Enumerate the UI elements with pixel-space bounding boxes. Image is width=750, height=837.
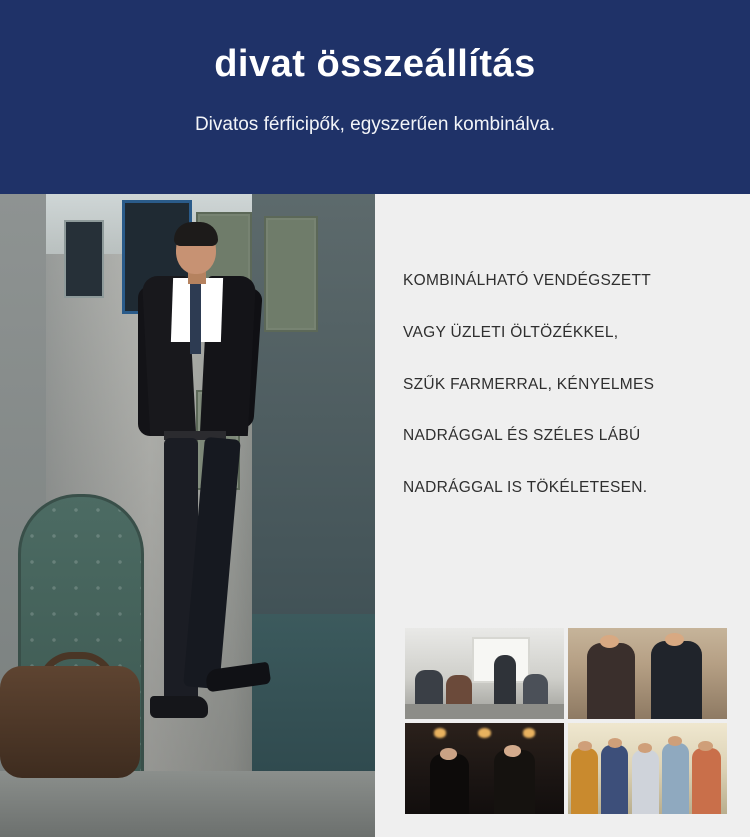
lamp-shape xyxy=(523,728,536,737)
duffel-bag xyxy=(0,666,140,778)
colorful-suits-group-thumbnail xyxy=(568,723,727,814)
man-shape xyxy=(571,748,598,814)
hero-image xyxy=(0,194,375,837)
man-shape xyxy=(430,754,468,814)
head-shape xyxy=(578,741,592,751)
two-men-in-suits-street-thumbnail xyxy=(568,628,727,719)
copy-line: NADRÁGGAL IS TÖKÉLETESEN. xyxy=(403,479,648,497)
man-shape xyxy=(587,643,635,719)
head-shape xyxy=(608,738,622,748)
model-tie xyxy=(190,284,201,354)
man-shape xyxy=(692,748,721,814)
copy-line: NADRÁGGAL ÉS SZÉLES LÁBÚ xyxy=(403,427,641,445)
office-meeting-thumbnail xyxy=(405,628,564,719)
model-hair xyxy=(174,222,218,246)
head-shape xyxy=(600,635,619,648)
right-panel xyxy=(375,194,750,837)
copy-line: VAGY ÜZLETI ÖLTÖZÉKKEL, xyxy=(403,323,619,341)
man-shape xyxy=(494,750,535,814)
lamp-shape xyxy=(478,728,491,737)
header-banner xyxy=(0,0,750,194)
man-shape xyxy=(601,745,628,814)
copy-line: SZŰK FARMERRAL, KÉNYELMES xyxy=(403,375,655,393)
table-shape xyxy=(405,704,564,719)
lamp-shape xyxy=(434,728,447,737)
man-shape xyxy=(662,743,689,814)
head-shape xyxy=(698,741,712,751)
model-left-shoe xyxy=(150,696,208,718)
page-title: divat összeállítás xyxy=(214,43,536,85)
presenter-shape xyxy=(494,655,516,706)
thumbnail-grid xyxy=(405,628,727,814)
man-shape xyxy=(632,750,659,814)
man-shape xyxy=(651,641,702,719)
head-shape xyxy=(504,745,521,757)
head-shape xyxy=(668,736,682,746)
copy-block xyxy=(375,194,750,497)
model-figure xyxy=(120,226,280,806)
dark-bar-scene-thumbnail xyxy=(405,723,564,814)
window-side xyxy=(64,220,104,298)
copy-line: KOMBINÁLHATÓ VENDÉGSZETT xyxy=(403,272,652,289)
page-subtitle: Divatos férficipők, egyszerűen kombinálva. xyxy=(194,113,556,135)
content-row xyxy=(0,194,750,837)
